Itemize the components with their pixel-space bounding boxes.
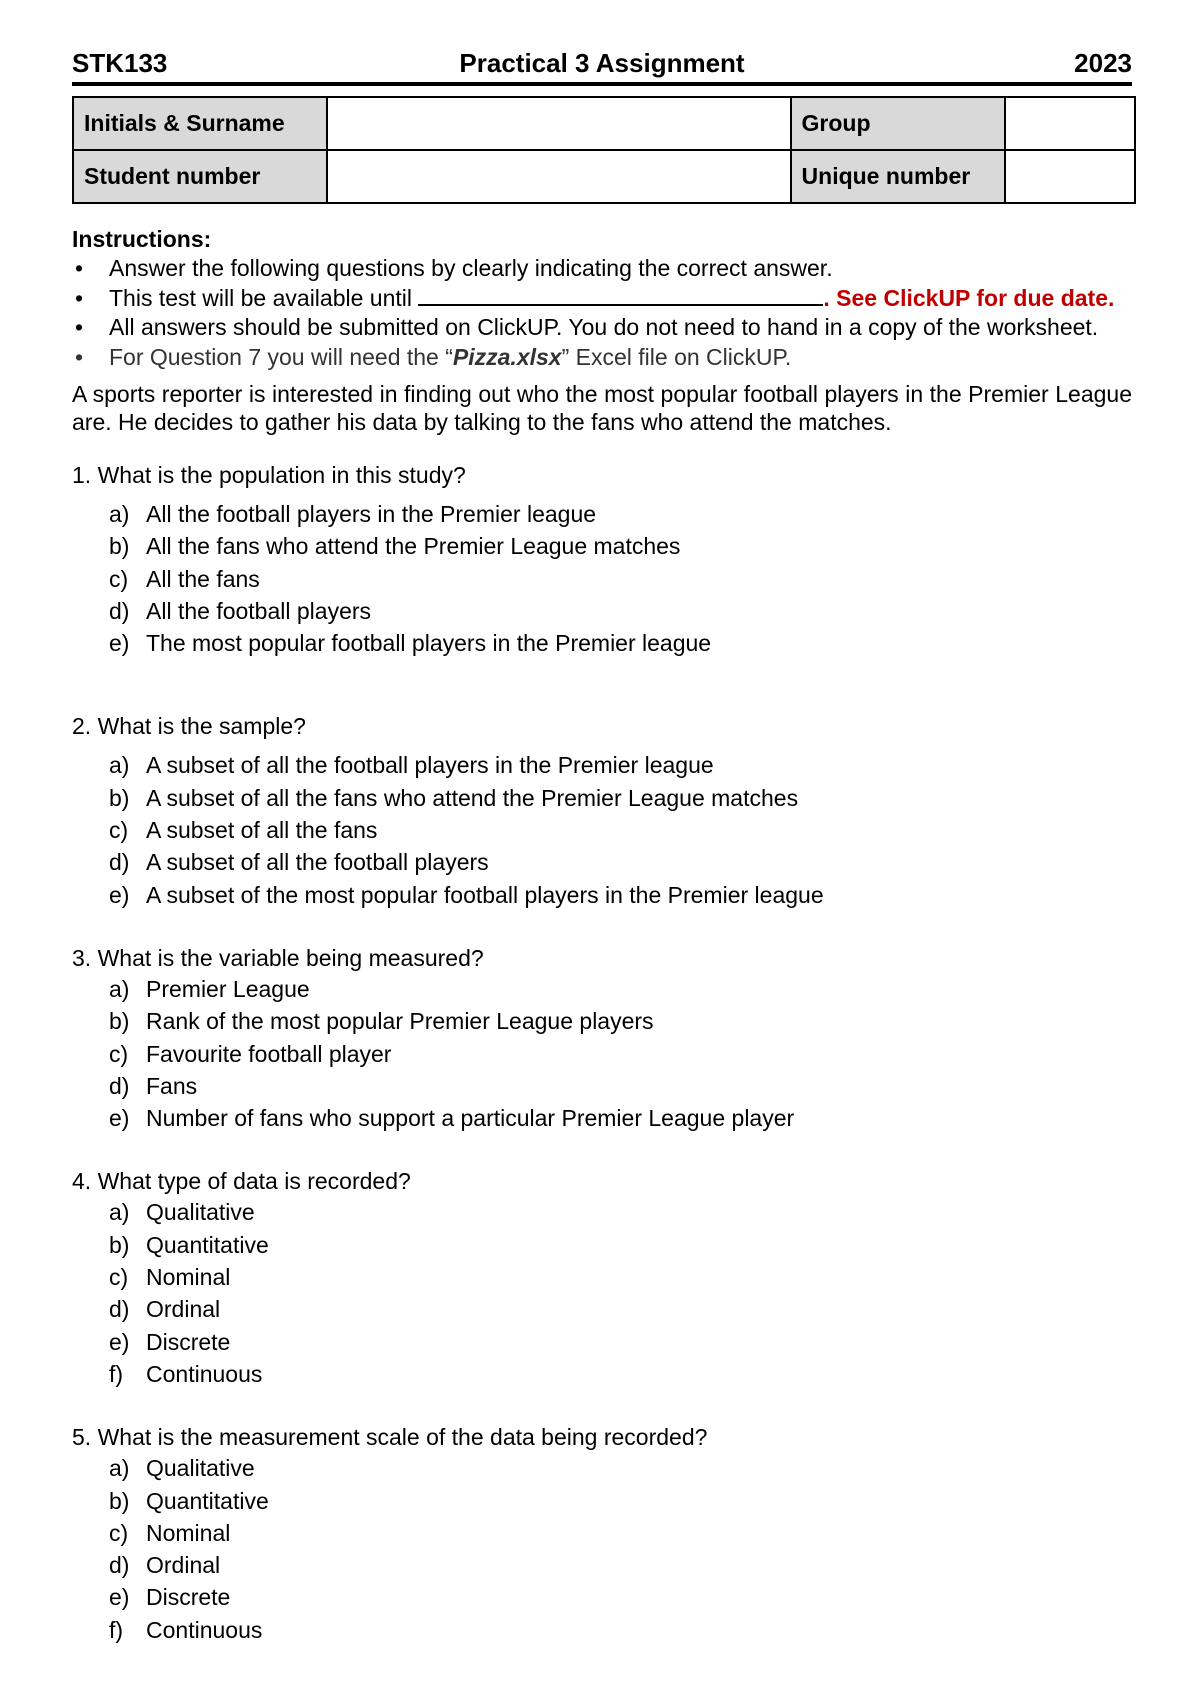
scenario-paragraph: A sports reporter is interested in finding out who the most popular football players in the Premier League are. He decides to gather his data by talking to the fans who attend the matches. (72, 381, 1132, 435)
answer-option[interactable] (72, 814, 1132, 846)
option-text: Nominal (146, 1519, 231, 1546)
question-4 (72, 1166, 1132, 1390)
option-letter: c) (109, 1040, 129, 1067)
option-text: Continuous (146, 1616, 263, 1643)
option-letter: f) (109, 1360, 124, 1387)
answer-option[interactable] (72, 1358, 1132, 1390)
option-text: Premier League (146, 975, 310, 1002)
answer-option[interactable] (72, 879, 1132, 911)
option-text: Discrete (146, 1328, 231, 1355)
option-letter: e) (109, 1105, 130, 1132)
student-number-field[interactable] (327, 150, 791, 203)
question-text: 4. What type of data is recorded? (72, 1168, 411, 1195)
bullet-icon: • (75, 255, 84, 281)
option-letter: d) (109, 1552, 130, 1579)
option-text: Quantitative (146, 1487, 269, 1514)
answer-option[interactable] (72, 782, 1132, 814)
initials-surname-label: Initials & Surname (73, 97, 327, 150)
answer-option[interactable] (72, 563, 1132, 595)
option-letter: c) (109, 1264, 129, 1291)
answer-options (72, 1196, 1132, 1390)
answer-option[interactable] (72, 1070, 1132, 1102)
question-text: 2. What is the sample? (72, 713, 306, 740)
option-text: Nominal (146, 1264, 231, 1291)
option-letter: e) (109, 881, 130, 908)
answer-option[interactable] (72, 530, 1132, 562)
option-letter: b) (109, 1008, 130, 1035)
option-text: A subset of all the football players (146, 849, 489, 876)
answer-option[interactable] (72, 1326, 1132, 1358)
bullet-icon: • (75, 284, 84, 311)
option-text: All the fans who attend the Premier League matches (146, 533, 681, 560)
answer-option[interactable] (72, 749, 1132, 781)
option-letter: d) (109, 1072, 130, 1099)
option-text: All the football players (146, 597, 372, 624)
option-letter: c) (109, 1519, 129, 1546)
option-text: Qualitative (146, 1199, 255, 1226)
answer-options (72, 1452, 1132, 1646)
option-text: Rank of the most popular Premier League players (146, 1008, 654, 1035)
instruction-item: • For Question 7 you will need the “Pizza.xlsx” Excel file on ClickUP. (72, 343, 1132, 373)
option-letter: e) (109, 630, 130, 657)
instructions-heading: Instructions: (72, 226, 212, 252)
option-letter: c) (109, 817, 129, 844)
option-text: A subset of all the football players in the Premier league (146, 752, 714, 779)
option-letter: a) (109, 501, 130, 527)
option-letter: f) (109, 1616, 124, 1643)
question-1 (72, 460, 1132, 659)
option-letter: a) (109, 1199, 130, 1226)
unique-number-label: Unique number (791, 150, 1006, 203)
questions-container (72, 460, 1132, 1646)
option-text: The most popular football players in the Premier league (146, 630, 712, 657)
option-letter: b) (109, 533, 130, 560)
course-code: STK133 (72, 48, 168, 78)
info-row-1 (73, 97, 1135, 150)
answer-option[interactable] (72, 1549, 1132, 1581)
answer-option[interactable] (72, 595, 1132, 627)
answer-option[interactable] (72, 627, 1132, 659)
option-text: Favourite football player (146, 1040, 392, 1067)
option-text: Number of fans who support a particular Premier League player (146, 1105, 795, 1132)
instruction-item: • This test will be available until . See ClickUP for due date. (72, 284, 1132, 314)
option-text: All the football players in the Premier league (146, 501, 597, 527)
option-letter: b) (109, 784, 130, 811)
question-text: 3. What is the variable being measured? (72, 944, 484, 971)
answer-option[interactable] (72, 1005, 1132, 1037)
question-text: 1. What is the population in this study? (72, 462, 466, 488)
answer-option[interactable] (72, 1196, 1132, 1228)
student-number-label: Student number (73, 150, 327, 203)
option-text: Quantitative (146, 1231, 269, 1258)
worksheet-page (72, 44, 1132, 1646)
question-2 (72, 711, 1132, 910)
option-letter: d) (109, 597, 130, 624)
info-row-2 (73, 150, 1135, 203)
student-info-table (72, 96, 1136, 204)
answer-option[interactable] (72, 973, 1132, 1005)
answer-option[interactable] (72, 846, 1132, 878)
option-letter: e) (109, 1328, 130, 1355)
answer-option[interactable] (72, 1038, 1132, 1070)
option-text: Ordinal (146, 1296, 221, 1323)
option-letter: d) (109, 1296, 130, 1323)
question-5 (72, 1422, 1132, 1646)
option-letter: a) (109, 1455, 130, 1482)
option-text: Continuous (146, 1360, 263, 1387)
document-year: 2023 (1074, 48, 1132, 78)
document-header (72, 44, 1132, 86)
option-text: Discrete (146, 1584, 231, 1611)
instruction-item: • All answers should be submitted on ClickUP. You do not need to hand in a copy of the worksheet. (72, 313, 1132, 343)
answer-option[interactable] (72, 498, 1132, 530)
option-text: A subset of all the fans who attend the Premier League matches (146, 784, 799, 811)
option-text: All the fans (146, 565, 260, 592)
answer-option[interactable] (72, 1485, 1132, 1517)
answer-options (72, 749, 1132, 910)
answer-option[interactable] (72, 1293, 1132, 1325)
answer-option[interactable] (72, 1581, 1132, 1613)
answer-option[interactable] (72, 1261, 1132, 1293)
instructions-list (72, 254, 1132, 372)
option-letter: e) (109, 1584, 130, 1611)
group-label: Group (791, 97, 1006, 150)
option-letter: d) (109, 849, 130, 876)
option-letter: a) (109, 975, 130, 1002)
question-text: 5. What is the measurement scale of the data being recorded? (72, 1424, 708, 1451)
option-text: Fans (146, 1072, 198, 1099)
answer-option[interactable] (72, 1614, 1132, 1646)
option-text: A subset of all the fans (146, 817, 378, 844)
instruction-item: • Answer the following questions by clearly indicating the correct answer. (72, 254, 1132, 284)
option-text: Qualitative (146, 1455, 255, 1482)
answer-option[interactable] (72, 1229, 1132, 1261)
question-3 (72, 943, 1132, 1134)
answer-option[interactable] (72, 1102, 1132, 1134)
document-title: Practical 3 Assignment (459, 48, 745, 78)
unique-number-field[interactable] (1005, 150, 1135, 203)
answer-options (72, 498, 1132, 659)
group-field[interactable] (1005, 97, 1135, 150)
due-date-note: . See ClickUP for due date. (823, 284, 1115, 311)
option-letter: b) (109, 1231, 130, 1258)
excel-file-name: Pizza.xlsx (452, 343, 562, 370)
initials-surname-field[interactable] (327, 97, 791, 150)
option-letter: a) (109, 752, 130, 779)
option-text: Ordinal (146, 1552, 221, 1579)
bullet-icon: • (75, 343, 84, 370)
option-letter: b) (109, 1487, 130, 1514)
option-letter: c) (109, 565, 129, 592)
answer-option[interactable] (72, 1452, 1132, 1484)
answer-options (72, 973, 1132, 1134)
option-text: A subset of the most popular football players in the Premier league (146, 881, 824, 908)
due-date-blank (418, 284, 823, 306)
bullet-icon: • (75, 314, 84, 340)
answer-option[interactable] (72, 1517, 1132, 1549)
